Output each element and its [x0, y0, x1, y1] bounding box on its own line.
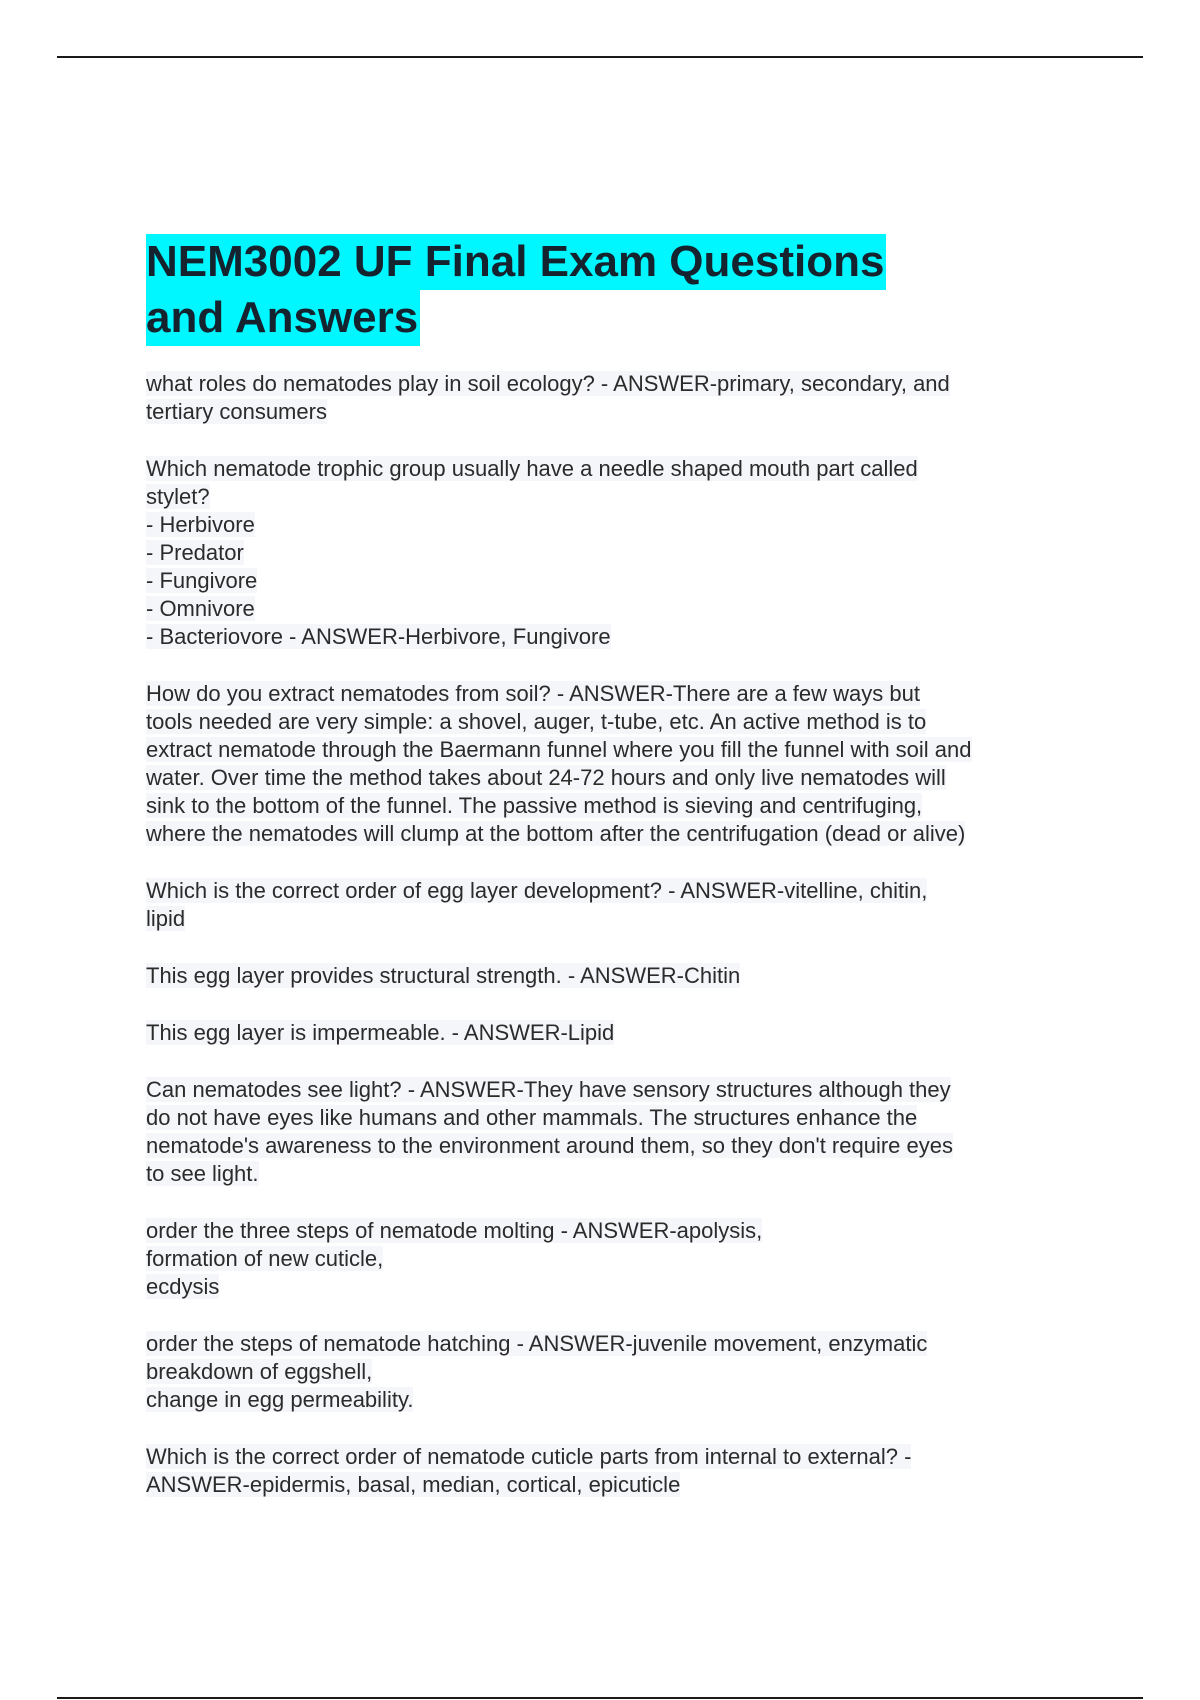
- qa-text: do not have eyes like humans and other mammals. The structures enhance the: [146, 1105, 918, 1130]
- qa-line: [146, 398, 1076, 426]
- qa-text: This egg layer provides structural strength. - ANSWER-Chitin: [146, 963, 741, 988]
- qa-text: stylet?: [146, 484, 210, 509]
- qa-text: - Fungivore: [146, 568, 258, 593]
- qa-line: [146, 1471, 1076, 1499]
- qa-line: [146, 1443, 1076, 1471]
- qa-item: [146, 1330, 1076, 1414]
- qa-text: change in egg permeability.: [146, 1387, 414, 1412]
- qa-line: [146, 1132, 1076, 1160]
- qa-item: [146, 962, 1076, 990]
- qa-text: - Predator: [146, 540, 244, 565]
- qa-item: [146, 1443, 1076, 1499]
- qa-text: Which nematode trophic group usually have a needle shaped mouth part called: [146, 456, 918, 481]
- qa-text: - Herbivore: [146, 512, 255, 537]
- qa-line: [146, 623, 1076, 651]
- qa-item: [146, 1076, 1076, 1188]
- qa-line: [146, 1245, 1076, 1273]
- qa-line: [146, 820, 1076, 848]
- qa-text: sink to the bottom of the funnel. The passive method is sieving and centrifuging,: [146, 793, 923, 818]
- qa-line: [146, 539, 1076, 567]
- qa-text: order the steps of nematode hatching - ANSWER-juvenile movement, enzymatic: [146, 1331, 928, 1356]
- qa-line: [146, 1076, 1076, 1104]
- qa-text: where the nematodes will clump at the bottom after the centrifugation (dead or alive): [146, 821, 966, 846]
- qa-item: [146, 370, 1076, 426]
- qa-line: [146, 1273, 1076, 1301]
- qa-line: [146, 595, 1076, 623]
- qa-text: ANSWER-epidermis, basal, median, cortical, epicuticle: [146, 1472, 681, 1497]
- qa-text: to see light.: [146, 1161, 259, 1186]
- qa-line: [146, 1330, 1076, 1358]
- bottom-rule: [57, 1697, 1143, 1699]
- qa-text: water. Over time the method takes about 24-72 hours and only live nematodes will: [146, 765, 946, 790]
- qa-item: [146, 877, 1076, 933]
- qa-line: [146, 370, 1076, 398]
- qa-text: Which is the correct order of egg layer development? - ANSWER-vitelline, chitin,: [146, 878, 928, 903]
- qa-line: [146, 567, 1076, 595]
- qa-text: How do you extract nematodes from soil? - ANSWER-There are a few ways but: [146, 681, 920, 706]
- qa-text: lipid: [146, 906, 186, 931]
- qa-text: formation of new cuticle,: [146, 1246, 384, 1271]
- qa-text: Can nematodes see light? - ANSWER-They have sensory structures although they: [146, 1077, 951, 1102]
- title-line: NEM3002 UF Final Exam Questions: [146, 234, 886, 290]
- qa-line: [146, 1358, 1076, 1386]
- qa-text: what roles do nematodes play in soil ecology? - ANSWER-primary, secondary, and: [146, 371, 950, 396]
- qa-line: [146, 511, 1076, 539]
- qa-item: [146, 1217, 1076, 1301]
- top-rule: [57, 56, 1143, 58]
- qa-line: [146, 1386, 1076, 1414]
- qa-line: [146, 905, 1076, 933]
- title-line: and Answers: [146, 290, 420, 346]
- qa-line: [146, 483, 1076, 511]
- qa-line: [146, 1019, 1076, 1047]
- qa-text: Which is the correct order of nematode cuticle parts from internal to external? -: [146, 1444, 912, 1469]
- qa-item: [146, 1019, 1076, 1047]
- qa-line: [146, 962, 1076, 990]
- qa-text: breakdown of eggshell,: [146, 1359, 373, 1384]
- qa-text: order the three steps of nematode molting - ANSWER-apolysis,: [146, 1218, 763, 1243]
- qa-line: [146, 455, 1076, 483]
- qa-text: ecdysis: [146, 1274, 220, 1299]
- qa-item: [146, 680, 1076, 848]
- qa-text: nematode's awareness to the environment around them, so they don't require eyes: [146, 1133, 953, 1158]
- qa-text: This egg layer is impermeable. - ANSWER-Lipid: [146, 1020, 615, 1045]
- qa-line: [146, 1160, 1076, 1188]
- qa-line: [146, 736, 1076, 764]
- qa-line: [146, 792, 1076, 820]
- qa-text: extract nematode through the Baermann funnel where you fill the funnel with soil and: [146, 737, 972, 762]
- qa-line: [146, 1217, 1076, 1245]
- qa-line: [146, 680, 1076, 708]
- document-title: [146, 234, 1076, 346]
- qa-list: [146, 370, 1076, 1499]
- document-body: [146, 234, 1076, 1528]
- qa-line: [146, 764, 1076, 792]
- qa-line: [146, 1104, 1076, 1132]
- qa-text: tools needed are very simple: a shovel, auger, t-tube, etc. An active method is to: [146, 709, 927, 734]
- qa-item: [146, 455, 1076, 651]
- qa-text: - Bacteriovore - ANSWER-Herbivore, Fungivore: [146, 624, 611, 649]
- qa-text: - Omnivore: [146, 596, 255, 621]
- qa-text: tertiary consumers: [146, 399, 327, 424]
- qa-line: [146, 877, 1076, 905]
- qa-line: [146, 708, 1076, 736]
